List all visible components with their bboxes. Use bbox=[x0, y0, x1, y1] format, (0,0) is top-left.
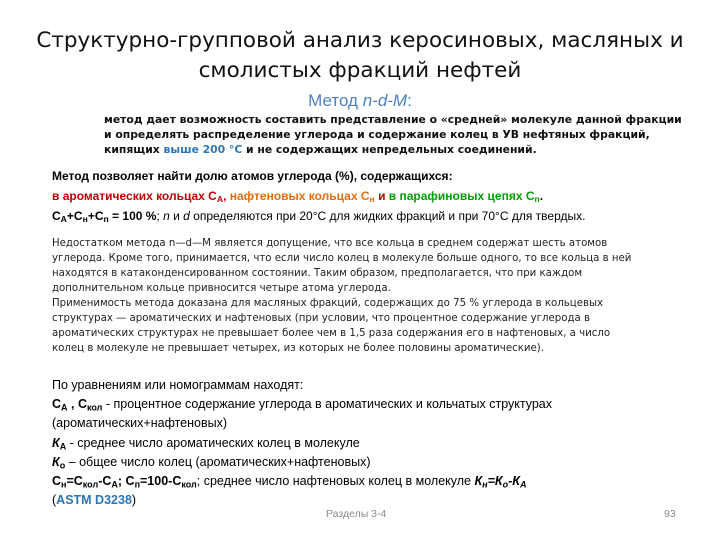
conditions-text: определяются при 20°С для жидких фракций и при 70°С для твердых. bbox=[189, 209, 586, 223]
method-heading bbox=[0, 91, 720, 111]
slide-title bbox=[20, 26, 700, 86]
n-symbol: n bbox=[163, 209, 170, 223]
ko-definition: $К_о$ – общее число колец (ароматических+нафтеновых) bbox=[52, 454, 371, 471]
period: . bbox=[539, 189, 544, 203]
para-line: ароматических структурах не превышает более чем в 1,5 раза содержания его в нафтеновых, а число bbox=[52, 328, 611, 339]
paraffinic-carbon: в парафиновых цепях $С_п$ bbox=[388, 189, 540, 205]
intro-line-3-start: кипящих bbox=[104, 143, 164, 156]
intro-line-3 bbox=[104, 142, 704, 157]
semicolon: ; bbox=[156, 209, 164, 223]
page-number: 93 bbox=[664, 508, 676, 520]
naphthenic-carbon: нафтеновых кольцах $С_н$ bbox=[229, 189, 375, 205]
intro-line-3-end: и не содержащих непредельных соединений. bbox=[242, 143, 537, 156]
intro-text bbox=[104, 112, 704, 157]
astm-standard: ASTM D3238 bbox=[56, 493, 132, 508]
ca-ckol-definition-cont: (ароматических+нафтеновых) bbox=[52, 416, 228, 431]
carbon-sum-equation bbox=[52, 206, 712, 226]
para-line: углерода. Кроме того, принимается, что если число колец в молекуле больше одного, то все кольца в ней bbox=[52, 253, 632, 264]
footer-section: Разделы 3-4 bbox=[326, 508, 387, 520]
astm-reference: (ASTM D3238) bbox=[52, 493, 137, 508]
method-name: n-d-M bbox=[362, 91, 408, 110]
temperature-highlight: выше 200 °С bbox=[163, 143, 243, 156]
para-line: колец в молекуле не превышает четырех, из которых не более половины ароматические). bbox=[52, 343, 544, 354]
para-line: структурах — ароматических и нафтеновых (при условии, что процентное содержание углерода в bbox=[52, 313, 591, 324]
para-line: Недостатком метода n—d—M является допущение, что все кольца в среднем содержат шесть атомов bbox=[52, 238, 608, 249]
method-colon: : bbox=[407, 91, 412, 110]
para-line: находятся в катаконденсированном состоянии. Таким образом, предполагается, что при каждом bbox=[52, 268, 583, 279]
method-label: Метод bbox=[308, 91, 363, 110]
sum-formula: $С_А+С_н+С_п = 100$ % bbox=[52, 209, 157, 225]
d-symbol: d bbox=[183, 209, 190, 223]
formulas-line: $С_н=С_{кол}-С_А$; $С_п=100-С_{кол}$; среднее число нафтеновых колец в молекуле $К_н=К_о-К_А$ bbox=[52, 474, 527, 490]
para-line: Применимость метода доказана для масляных фракций, содержащих до 75 % углерода в кольцевых bbox=[52, 298, 604, 309]
intro-line-2: и определять распределение углерода и содержание колец в УВ нефтяных фракций, bbox=[104, 128, 650, 141]
carbon-types-line bbox=[52, 186, 712, 206]
carbon-fraction-heading: Метод позволяет найти долю атомов углерода (%), содержащихся: bbox=[52, 169, 453, 183]
equations-block bbox=[52, 376, 712, 510]
conjunction: и bbox=[374, 189, 389, 203]
title-line-2: смолистых фракций нефтей bbox=[198, 58, 522, 83]
carbon-distribution-block bbox=[52, 166, 712, 226]
intro-line-1: метод дает возможность составить представление о «средней» молекуле данной фракции bbox=[104, 113, 682, 126]
title-line-1: Структурно-групповой анализ керосиновых, масляных и bbox=[36, 28, 684, 53]
ca-ckol-definition: $С_А$ , $С_{кол}$ - процентное содержание углерода в ароматических и кольчатых структурах bbox=[52, 397, 552, 413]
para-line: дополнительном кольце привносится четыре атома углерода. bbox=[52, 283, 391, 294]
ka-definition: $К_А$ - среднее число ароматических колец в молекуле bbox=[52, 435, 360, 451]
and-text: и bbox=[169, 209, 184, 223]
aromatic-carbon: в ароматических кольцах $С_А$ bbox=[52, 189, 224, 205]
separator: , bbox=[223, 189, 230, 203]
method-limitations-paragraph bbox=[52, 236, 712, 356]
equations-intro: По уравнениям или номограммам находят: bbox=[52, 378, 304, 392]
